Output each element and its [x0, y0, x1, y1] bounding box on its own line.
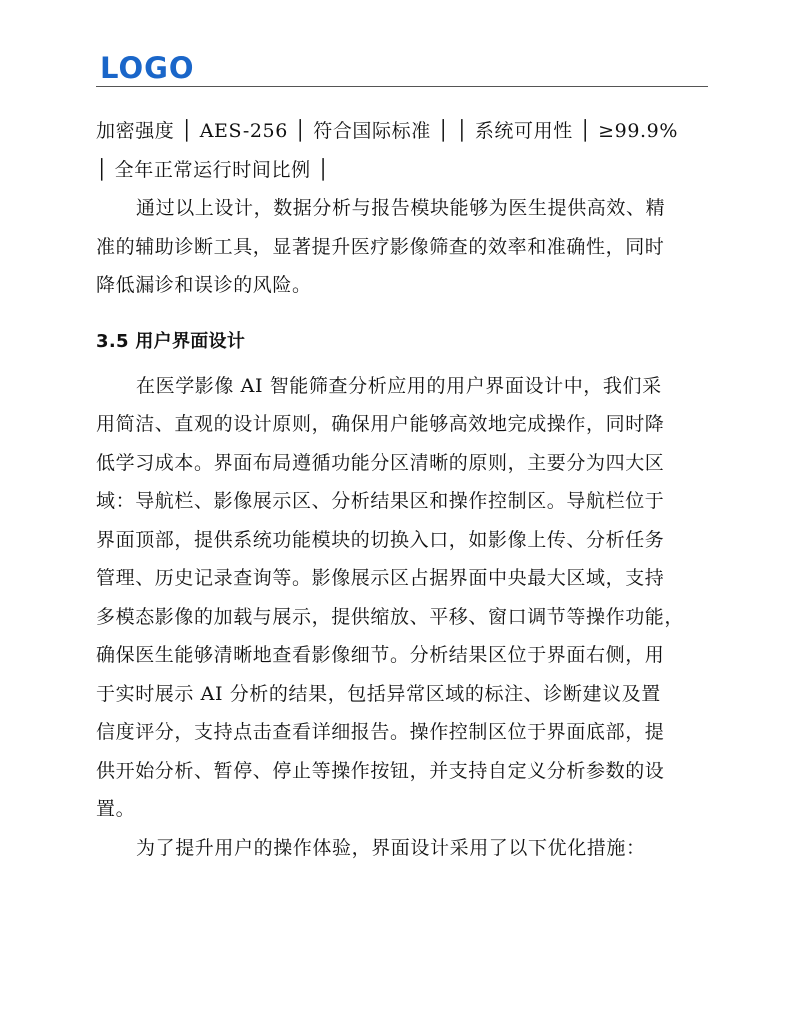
- text-line: 在医学影像 AI 智能筛查分析应用的用户界面设计中，我们采: [136, 374, 662, 397]
- text-line: 供开始分析、暂停、停止等操作按钮，并支持自定义分析参数的设: [96, 759, 665, 782]
- section-paragraph-1: [96, 367, 708, 829]
- text-line: 多模态影像的加载与展示，提供缩放、平移、窗口调节等操作功能，: [96, 605, 685, 628]
- text-line: 信度评分，支持点击查看详细报告。操作控制区位于界面底部，提: [96, 721, 665, 743]
- text-line: │ 全年正常运行时间比例 │: [96, 158, 330, 181]
- section-paragraph-2: [96, 829, 708, 868]
- text-line: 用简洁、直观的设计原则，确保用户能够高效地完成操作，同时降: [96, 413, 665, 435]
- text-line: 通过以上设计，数据分析与报告模块能够为医生提供高效、精: [136, 197, 666, 219]
- text-line: 管理、历史记录查询等。影像展示区占据界面中央最大区域，支持: [96, 567, 665, 589]
- text-line: 准的辅助诊断工具，显著提升医疗影像筛查的效率和准确性，同时: [96, 235, 665, 258]
- header-divider: [96, 86, 708, 87]
- text-line: 界面顶部，提供系统功能模块的切换入口，如影像上传、分析任务: [96, 528, 665, 551]
- text-line: 于实时展示 AI 分析的结果，包括异常区域的标注、诊断建议及置: [96, 682, 661, 705]
- table-tail-text: [96, 112, 708, 189]
- text-line: 域：导航栏、影像展示区、分析结果区和操作控制区。导航栏位于: [96, 490, 665, 512]
- text-line: 低学习成本。界面布局遵循功能分区清晰的原则，主要分为四大区: [96, 451, 665, 474]
- text-line: 置。: [96, 798, 136, 820]
- logo: LOGO: [100, 51, 195, 85]
- page-header: [96, 50, 708, 88]
- section-heading: 3.5 用户界面设计: [96, 330, 246, 352]
- summary-paragraph: [96, 189, 708, 305]
- text-line: 为了提升用户的操作体验，界面设计采用了以下优化措施：: [136, 836, 646, 859]
- text-line: 加密强度 │ AES-256 │ 符合国际标准 │ │ 系统可用性 │ ≥99.9%: [96, 120, 679, 142]
- text-line: 确保医生能够清晰地查看影像细节。分析结果区位于界面右侧，用: [96, 644, 665, 666]
- text-line: 降低漏诊和误诊的风险。: [96, 274, 312, 296]
- document-body: [96, 112, 708, 867]
